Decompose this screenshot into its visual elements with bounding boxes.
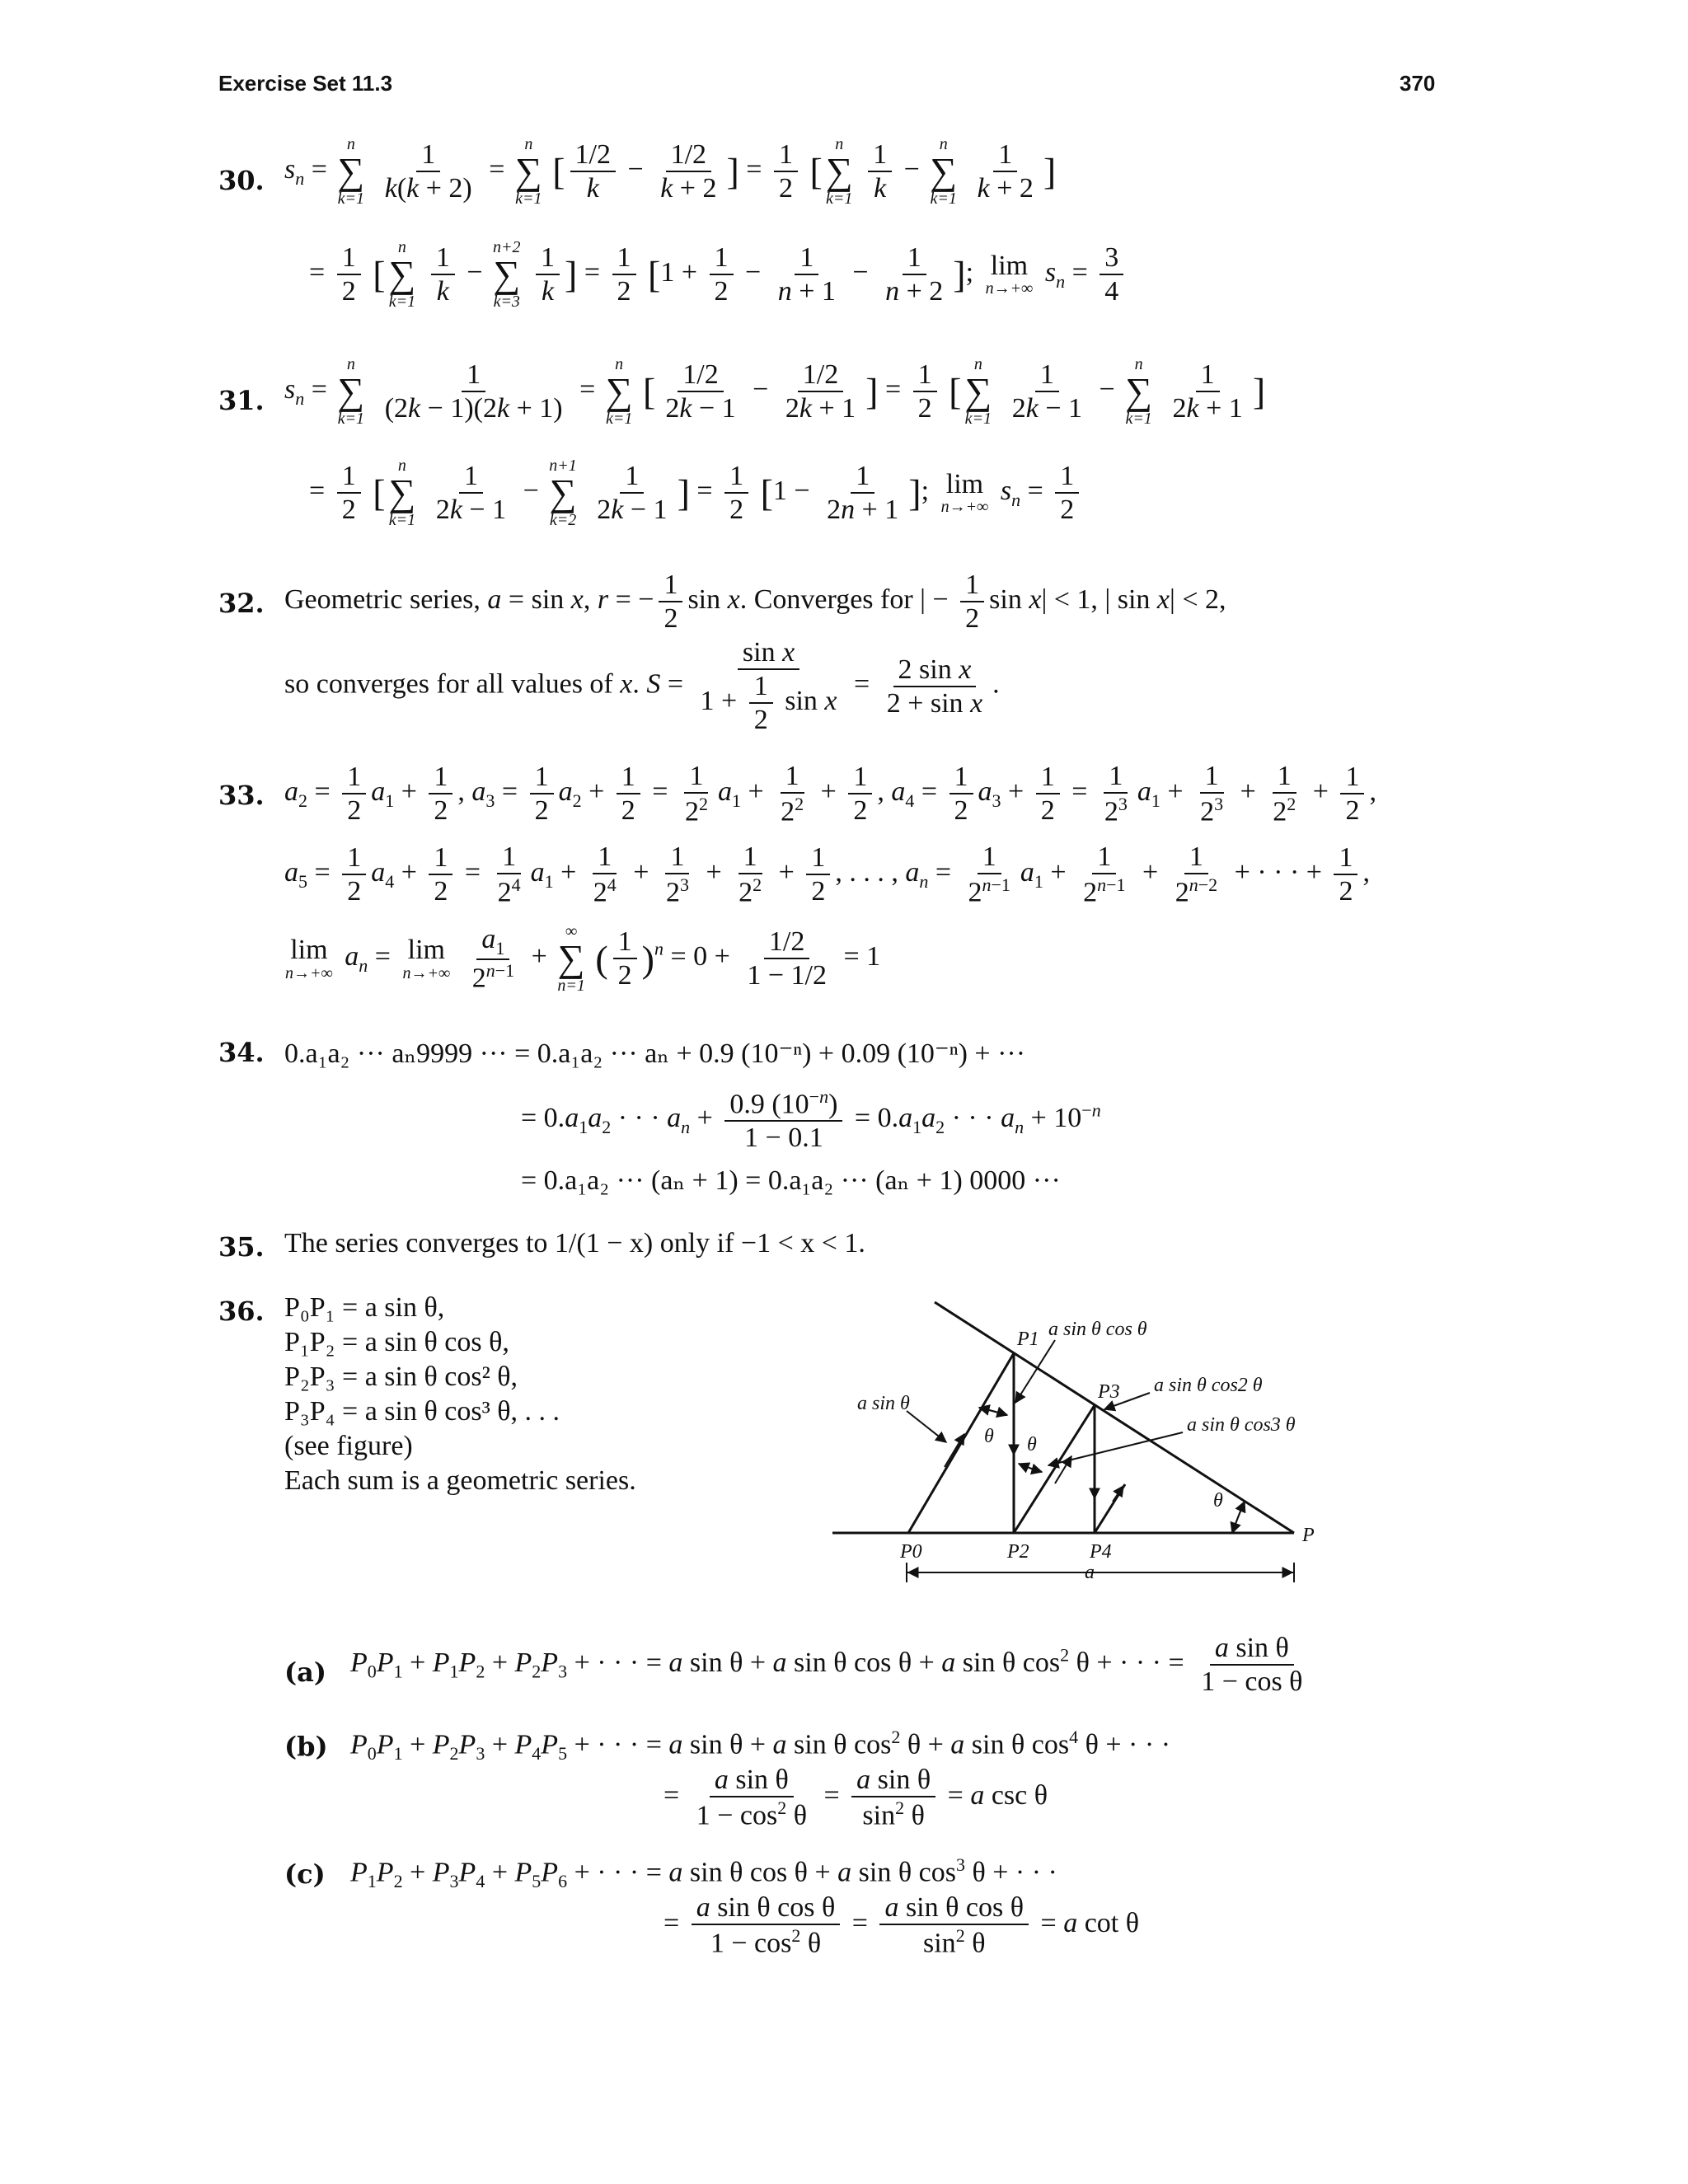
problem-text: (see figure) [284,1431,413,1461]
label-p3: P3 [1098,1381,1120,1403]
segment-p0p1 [908,1353,1014,1533]
math-equation: = $\frac{\text{a sin θ}}{1 - \cos^2 \theta}$ = $\frac{\text{a sin θ}}{\sin^2 \theta}$ = a csc θ [663,1765,1048,1831]
math-equation: = 0.a₁a₂ ··· (aₙ + 1) = 0.a₁a₂ ··· (aₙ + 1) 0000 ··· [521,1165,1061,1196]
math-equation: $a_2$ = $\frac{1}{2}$ $a_1$ + $\frac{1}{2}$ , $a_3$ = $\frac{1}{2}$ $a_2$ + $\frac{1}{2}$ = $\frac{1}{2^2}$ $a_1$ + $\frac{1}{2^2}$ + $\frac{1}{2}$ , $a_4$ = $\frac{1}{2}$ $a_3$ + $\frac{1}{2}$ = $\frac{1}{2^3}$ $a_1$ + $\frac{1}{2^3}$ + $\frac{1}{2^2}$ + $\frac{1}{2}$ , [284,761,1376,827]
label-theta: θ [1213,1490,1223,1511]
math-equation: $a_5$ = $\frac{1}{2}$ $a_4$ + $\frac{1}{2}$ = $\frac{1}{2^4}$ $a_1$ + $\frac{1}{2^4}$ + $\frac{1}{2^3}$ + $\frac{1}{2^2}$ + $\frac{1}{2}$ , . . . , $a_n$ = $\frac{1}{2^{n-1}}$ $a_1$ + $\frac{1}{2^{n-1}}$ + $\frac{1}{2^{n-2}}$ + · · · + $\frac{1}{2}$ , [284,841,1370,908]
segment-p2p3 [1014,1405,1095,1533]
problem-number: 30. [218,165,265,196]
math-equation: = $\frac{\text{a sin θ cos θ}}{1 - \cos^2 \theta}$ = $\frac{\text{a sin θ cos θ}}{\sin^2 \theta}$ = a cot θ [663,1892,1140,1959]
problem-number: 35. [218,1231,265,1263]
math-equation: $s_n$ = n ∑ k=1 $\frac{1}{k(k + 2)}$ = n ∑ k=1 [ $\frac{1/2}{k}$ − $\frac{1/2}{k + 2}$ ] = $\frac{1}{2}$ [ n ∑ k=1 $\frac{1}{k}$ − n ∑ k=1 $\frac{1}{k + 2}$ ] [284,135,1057,208]
math-equation: 0.a₁a₂ ··· aₙ9999 ··· = 0.a₁a₂ ··· aₙ + 0.9 (10⁻ⁿ) + 0.09 (10⁻ⁿ) + ··· [284,1038,1026,1069]
label-theta: θ [984,1426,994,1447]
problem-text: The series converges to 1/(1 − x) only if −1 < x < 1. [284,1228,865,1258]
problem-number: 36. [218,1296,265,1327]
problem-text: P₀P₁ = a sin θ, [284,1292,445,1323]
label-asin: a sin θ [857,1393,910,1414]
math-equation: Geometric series, a = sin x, r = − $\frac{1}{2}$ sin x. Converges for | − $\frac{1}{2}$ sin x| < 1, | sin x| < 2, [284,569,1226,635]
label-p2: P2 [1007,1541,1029,1563]
math-equation: so converges for all values of x. S = sin x 1 + $\frac{1}{2}$ sin x = $\frac{\text{2 sin x}}{\text{2 + sin x}}$ . [284,637,1000,736]
problem-number: 33. [218,780,265,811]
math-equation: $P_1P_2 + P_3P_4 + P_5P_6$ + · · · = a sin θ cos θ + a sin θ $\cos^3 \theta$ + · · · [350,1854,1057,1892]
math-equation: $s_n$ = n ∑ k=1 $\frac{1}{(2k - 1)(2k + 1)}$ = n ∑ k=1 [ $\frac{1/2}{2k - 1}$ − $\frac{1/2}{2k + 1}$ ] = $\frac{1}{2}$ [ n ∑ k=1 $\frac{1}{2k - 1}$ − n ∑ k=1 $\frac{1}{2k + 1}$ ] [284,355,1266,428]
problem-text: P₃P₄ = a sin θ cos³ θ, . . . [284,1396,560,1427]
part-label: (c) [284,1858,326,1890]
label-a: a [1085,1562,1095,1583]
problem-number: 32. [218,588,265,619]
label-theta: θ [1027,1434,1037,1455]
label-asincos3: a sin θ cos3 θ [1187,1414,1296,1436]
geometry-figure [832,1286,1343,1599]
math-equation: = $0.a_1a_2$ · · · $a_n$ + $\frac{0.9 (10^{-n})}{1 - 0.1}$ = $0.a_1a_2$ · · · $a_n + 10^{-n}$ [521,1086,1101,1154]
part-label: (b) [284,1731,328,1762]
math-equation: = $\frac{1}{2}$ [ n ∑ k=1 $\frac{1}{k}$ − n+2 ∑ k=3 $\frac{1}{k}$ ] = $\frac{1}{2}$ [1 + $\frac{1}{2}$ − $\frac{1}{n + 1}$ − $\frac{1}{n + 2}$ ]; lim n→+∞ $s_n$ = $\frac{3}{4}$ [309,239,1128,310]
math-equation: $P_0P_1 + P_2P_3 + P_4P_5$ + · · · = a sin θ + a sin θ $\cos^2 \theta + a$ sin θ $\cos^4 \theta$ + · · · [350,1727,1171,1765]
label-asincos: a sin θ cos θ [1048,1319,1147,1340]
part-label: (a) [284,1657,327,1688]
problem-text: P₂P₃ = a sin θ cos² θ, [284,1361,518,1392]
math-equation: = $\frac{1}{2}$ [ n ∑ k=1 $\frac{1}{2k - 1}$ − n+1 ∑ k=2 $\frac{1}{2k - 1}$ ] = $\frac{1}{2}$ [1 − $\frac{1}{2n + 1}$ ]; lim n→+∞ $s_n$ = $\frac{1}{2}$ [309,457,1084,528]
label-p1: P1 [1017,1329,1039,1350]
problem-text: P₁P₂ = a sin θ cos θ, [284,1327,509,1357]
problem-number: 34. [218,1037,265,1068]
math-equation: lim n→+∞ $a_n$ = lim n→+∞ $\frac{a_1}{2^{n-1}}$ + ∞ ∑ n=1 ( $\frac{1}{2}$ )$^n$ = 0 + $\frac{1/2}{1 - 1/2}$ = 1 [285,922,881,996]
label-asincos2: a sin θ cos2 θ [1154,1375,1263,1396]
label-p: P [1302,1525,1315,1546]
math-equation: $P_0P_1 + P_1P_2 + P_2P_3$ + · · · = a sin θ + a sin θ cos θ + a sin θ $\cos^2 \theta$ + · · · = $\frac{\text{a sin θ}}{\text{1 − cos θ}}$ [350,1633,1303,1698]
label-p4: P4 [1090,1541,1112,1563]
label-p0: P0 [900,1541,922,1563]
section-header: Exercise Set 11.3 [218,71,393,96]
page-number: 370 [1400,71,1436,96]
problem-number: 31. [218,385,265,416]
problem-text: Each sum is a geometric series. [284,1465,636,1496]
